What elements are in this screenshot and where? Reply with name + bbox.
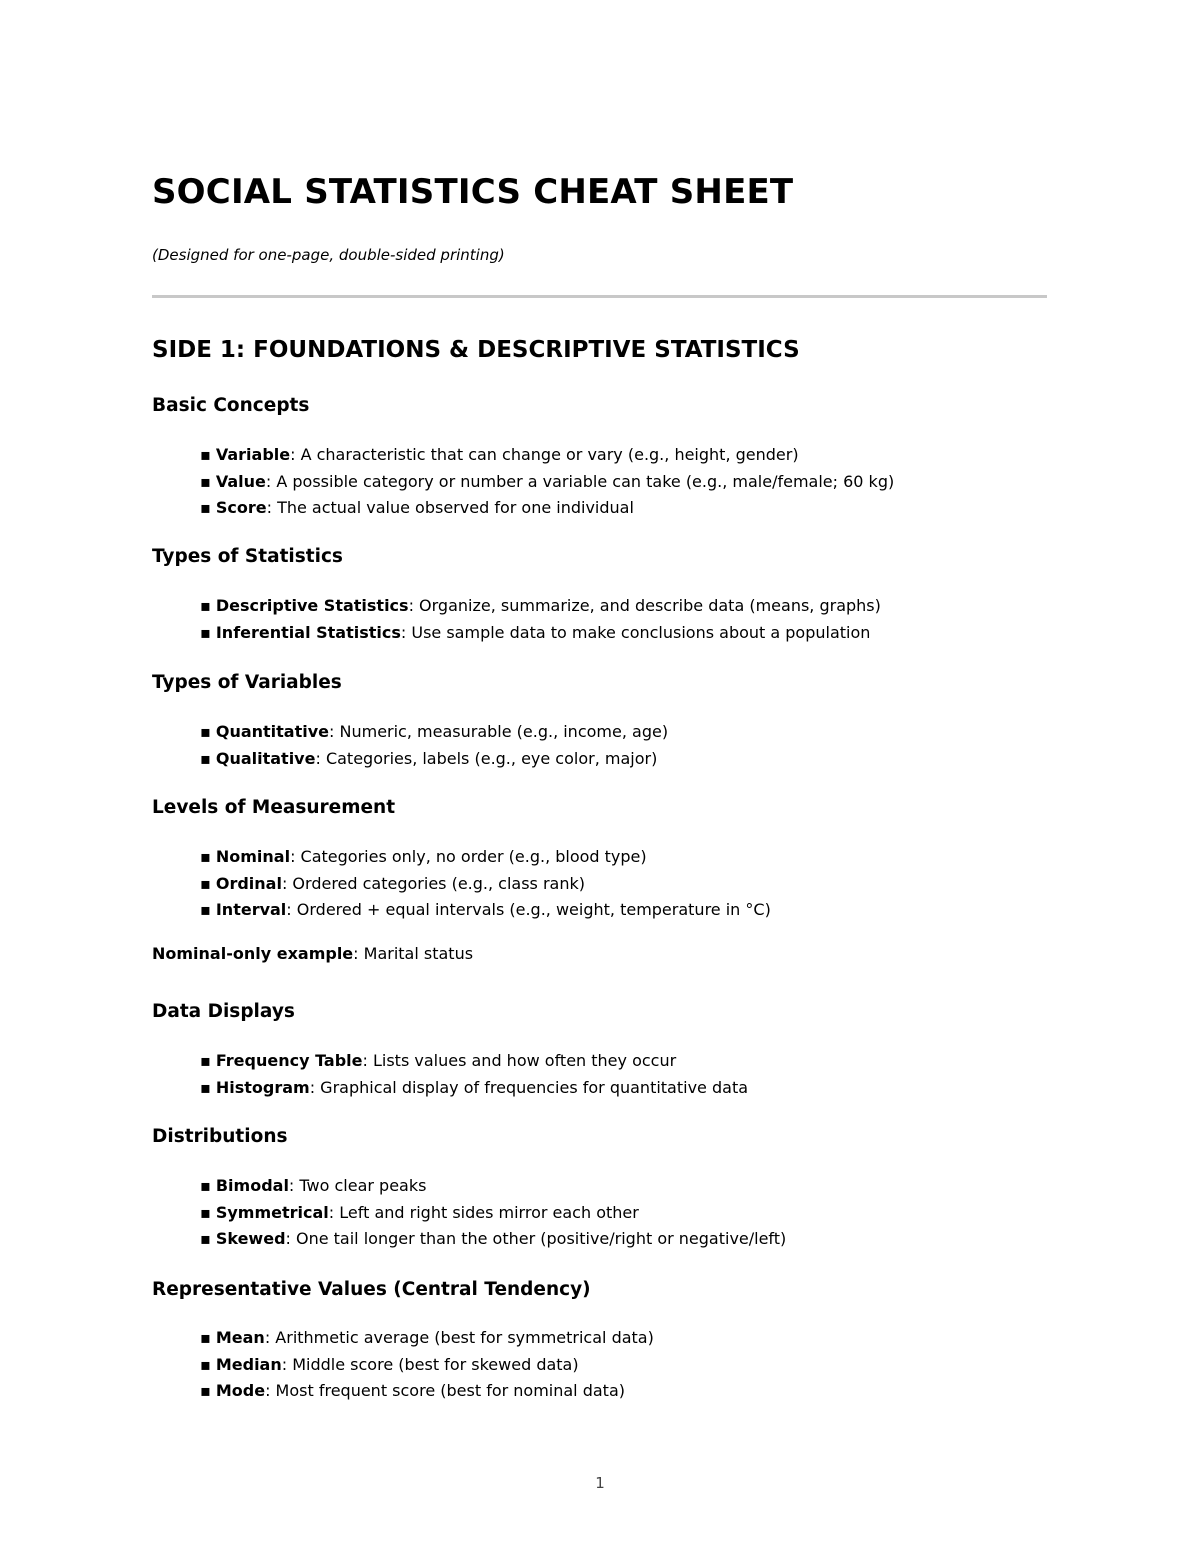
definition: : Middle score (best for skewed data) (281, 1354, 579, 1374)
term: Histogram (215, 1077, 310, 1097)
definition: : Categories, labels (e.g., eye color, major) (315, 748, 658, 768)
section-heading-distributions: Distributions (152, 1126, 288, 1147)
bullet-icon: ▪ (200, 596, 211, 615)
definition: : A possible category or number a variable can take (e.g., male/female; 60 kg) (265, 471, 895, 491)
bullet-icon: ▪ (200, 445, 211, 464)
page-number: 1 (595, 1474, 605, 1492)
document-title: SOCIAL STATISTICS CHEAT SHEET (152, 172, 794, 212)
note-text: : Marital status (353, 944, 474, 963)
list-item (200, 844, 771, 871)
definition: : Organize, summarize, and describe data (means, graphs) (408, 596, 881, 615)
list-item (200, 746, 668, 773)
definition: : Ordered categories (e.g., class rank) (281, 873, 586, 893)
list-item (200, 1048, 748, 1075)
section-heading-data-displays: Data Displays (152, 1001, 295, 1022)
horizontal-rule (152, 295, 1047, 298)
basic-concepts-list (200, 442, 894, 522)
term: Mode (215, 1381, 266, 1400)
bullet-icon: ▪ (200, 1176, 211, 1195)
list-item (200, 620, 881, 647)
term: Inferential Statistics (215, 622, 401, 642)
bullet-icon: ▪ (200, 1381, 211, 1400)
note-term: Nominal-only example (152, 944, 354, 963)
list-item (200, 469, 894, 496)
term: Median (215, 1354, 282, 1374)
term: Frequency Table (215, 1051, 363, 1070)
term: Skewed (215, 1229, 286, 1248)
definition: : Lists values and how often they occur (362, 1051, 677, 1070)
bullet-icon: ▪ (200, 622, 211, 642)
list-item (200, 1378, 654, 1405)
bullet-icon: ▪ (200, 722, 211, 741)
central-tendency-list (200, 1325, 654, 1405)
definition: : Numeric, measurable (e.g., income, age) (329, 722, 669, 741)
term: Symmetrical (215, 1202, 329, 1222)
definition: : Graphical display of frequencies for quantitative data (309, 1077, 749, 1097)
definition: : The actual value observed for one individual (266, 498, 634, 517)
term: Qualitative (215, 748, 316, 768)
bullet-icon: ▪ (200, 498, 211, 517)
definition: : Two clear peaks (288, 1176, 427, 1195)
list-item (200, 897, 771, 924)
definition: : Categories only, no order (e.g., blood type) (290, 847, 647, 866)
list-item (200, 1352, 654, 1379)
list-item (200, 1325, 654, 1352)
bullet-icon: ▪ (200, 847, 211, 866)
bullet-icon: ▪ (200, 873, 211, 893)
bullet-icon: ▪ (200, 1077, 211, 1097)
levels-of-measurement-list (200, 844, 771, 924)
list-item (200, 1200, 786, 1227)
list-item (200, 495, 894, 522)
definition: : Arithmetic average (best for symmetrical data) (264, 1328, 654, 1347)
definition: : Left and right sides mirror each other (328, 1202, 639, 1222)
bullet-icon: ▪ (200, 900, 211, 919)
definition: : A characteristic that can change or vary (e.g., height, gender) (290, 445, 799, 464)
list-item (200, 1173, 786, 1200)
definition: : One tail longer than the other (positive/right or negative/left) (285, 1229, 787, 1248)
term: Quantitative (215, 722, 330, 741)
bullet-icon: ▪ (200, 1229, 211, 1248)
definition: : Most frequent score (best for nominal data) (265, 1381, 625, 1400)
term: Score (215, 498, 267, 517)
list-item (200, 1075, 748, 1102)
section-heading-basic-concepts: Basic Concepts (152, 395, 310, 416)
section-heading-types-of-variables: Types of Variables (152, 672, 342, 693)
list-item (200, 442, 894, 469)
bullet-icon: ▪ (200, 1328, 211, 1347)
distributions-list (200, 1173, 786, 1253)
list-item (200, 593, 881, 620)
term: Descriptive Statistics (215, 596, 409, 615)
nominal-example-note (152, 941, 473, 967)
term: Ordinal (215, 873, 282, 893)
term: Variable (215, 445, 291, 464)
side-heading: SIDE 1: FOUNDATIONS & DESCRIPTIVE STATISTICS (152, 337, 800, 363)
bullet-icon: ▪ (200, 1202, 211, 1222)
term: Value (215, 471, 266, 491)
term: Bimodal (215, 1176, 289, 1195)
document-subtitle: (Designed for one-page, double-sided printing) (152, 246, 505, 264)
definition: : Use sample data to make conclusions about a population (400, 622, 871, 642)
list-item (200, 1226, 786, 1253)
section-heading-levels-of-measurement: Levels of Measurement (152, 797, 396, 818)
bullet-icon: ▪ (200, 748, 211, 768)
definition: : Ordered + equal intervals (e.g., weight, temperature in °C) (286, 900, 771, 919)
section-heading-types-of-statistics: Types of Statistics (152, 546, 343, 567)
term: Nominal (215, 847, 291, 866)
section-heading-central-tendency: Representative Values (Central Tendency) (152, 1279, 591, 1300)
term: Mean (215, 1328, 265, 1347)
data-displays-list (200, 1048, 748, 1101)
term: Interval (215, 900, 287, 919)
bullet-icon: ▪ (200, 1051, 211, 1070)
types-of-variables-list (200, 719, 668, 772)
list-item (200, 719, 668, 746)
types-of-statistics-list (200, 593, 881, 646)
list-item (200, 871, 771, 898)
bullet-icon: ▪ (200, 471, 211, 491)
bullet-icon: ▪ (200, 1354, 211, 1374)
